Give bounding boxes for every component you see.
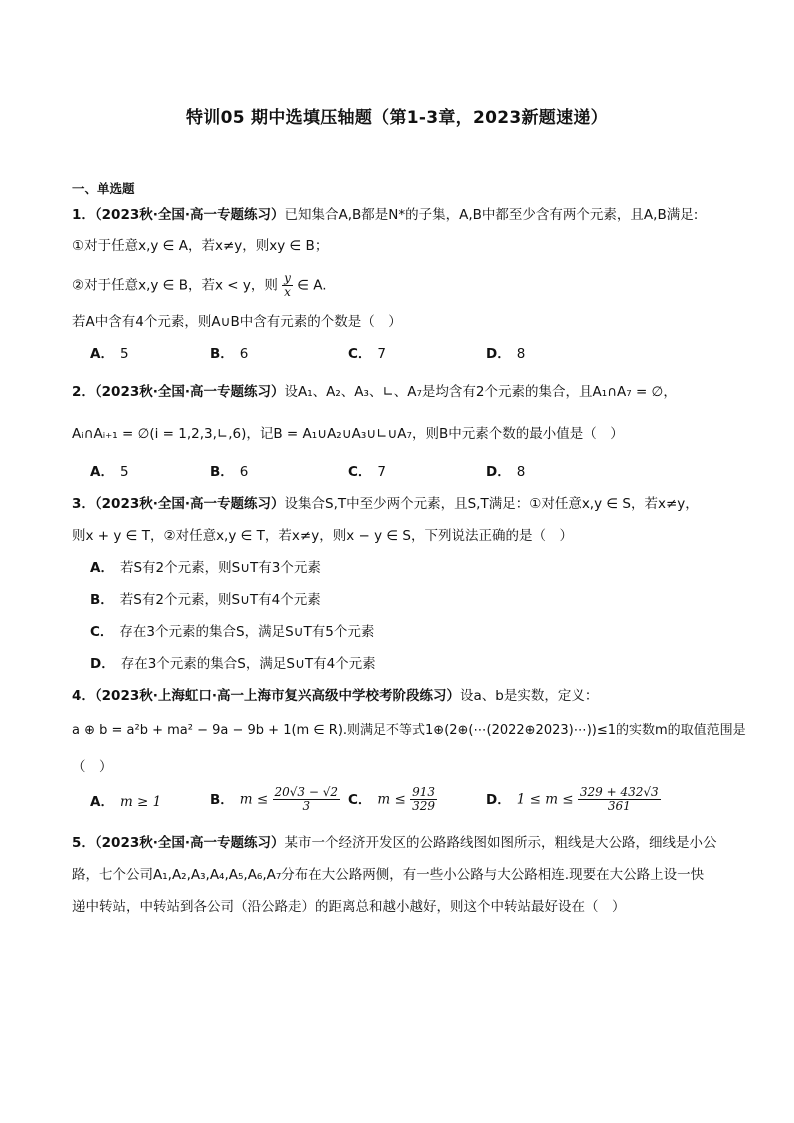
option-label: B．	[90, 592, 114, 608]
question-4-line-2: a ⊕ b = a²b + ma² − 9a − 9b + 1(m ∈ R).则满足不等式1⊕(2⊕(⋯(2022⊕2023)⋯))≤1的实数m的取值范围是	[72, 723, 746, 738]
question-3-option-c[interactable]	[90, 623, 374, 641]
question-5-line-2: 路，七个公司A₁,A₂,A₃,A₄,A₅,A₆,A₇分布在大公路两侧，有一些小公路与大公路相连.现要在大公路上设一快	[72, 867, 705, 883]
option-text: 5	[119, 346, 129, 362]
fraction-denominator: 329	[412, 799, 436, 813]
question-2-option-b[interactable]	[210, 463, 248, 481]
question-3-option-d[interactable]	[90, 655, 376, 673]
question-text: 设A₁、A₂、A₃、∟、A₇是均含有2个元素的集合，且A₁∩A₇ = ∅，	[284, 384, 677, 400]
question-1-option-b[interactable]	[210, 345, 248, 363]
fraction-denominator: 3	[302, 799, 311, 813]
question-source: （2023秋·全国·高一专题练习）	[94, 835, 285, 851]
option-text: m ≤	[377, 791, 406, 808]
question-4-option-a[interactable]	[90, 793, 161, 811]
question-5-line-1	[72, 834, 717, 852]
question-source: （2023秋·上海虹口·高一上海市复兴高级中学校考阶段练习）	[94, 688, 460, 704]
question-1-stem	[72, 206, 698, 224]
option-label: A．	[90, 794, 114, 810]
page-title: 特训05 期中选填压轴题（第1-3章，2023新题速递）	[185, 108, 608, 128]
question-1-option-a[interactable]	[90, 345, 129, 363]
option-text: m ≥ 1	[119, 794, 162, 810]
option-text: 7	[377, 464, 387, 480]
question-source: （2023秋·全国·高一专题练习）	[94, 496, 285, 512]
fraction	[410, 786, 437, 813]
option-text: 若S有2个元素，则S∪T有4个元素	[119, 592, 321, 608]
question-2-option-c[interactable]	[348, 463, 386, 481]
option-label: C．	[348, 464, 372, 480]
fraction-denominator: 361	[607, 799, 631, 813]
fraction-numerator: 913	[412, 785, 436, 799]
question-1-option-c[interactable]	[348, 345, 386, 363]
option-label: D．	[486, 346, 511, 362]
question-number: 2．	[72, 384, 95, 400]
fraction	[282, 272, 293, 299]
option-text: 存在3个元素的集合S，满足S∪T有4个元素	[120, 656, 376, 672]
fraction-numerator: y	[284, 271, 291, 285]
option-text: 8	[516, 464, 526, 480]
question-number: 1．	[72, 207, 95, 223]
option-label: B．	[210, 464, 234, 480]
question-3-option-a[interactable]	[90, 559, 321, 577]
option-label: D．	[90, 656, 115, 672]
question-1-condition-1: ①对于任意x,y ∈ A，若x≠y，则xy ∈ B；	[72, 238, 329, 254]
option-text: 5	[119, 464, 129, 480]
question-2-line-1	[72, 383, 677, 401]
option-text: 8	[516, 346, 526, 362]
question-2-option-a[interactable]	[90, 463, 129, 481]
question-4-line-3: （ ）	[72, 759, 113, 775]
question-2-line-2: Aᵢ∩Aᵢ₊₁ = ∅(i = 1,2,3,∟,6)，记B = A₁∪A₂∪A₃∪∟∪A₇，则B中元素个数的最小值是（ ）	[72, 426, 624, 442]
question-3-option-b[interactable]	[90, 591, 321, 609]
option-label: C．	[90, 624, 114, 640]
question-4-option-b[interactable]	[210, 786, 340, 813]
option-text: m ≤	[239, 791, 269, 808]
option-text: 7	[377, 346, 387, 362]
fraction-denominator: x	[284, 285, 291, 299]
fraction-numerator: 20√3 − √2	[274, 785, 339, 799]
option-label: B．	[210, 346, 234, 362]
section-heading: 一、单选题	[72, 181, 135, 196]
question-4-option-d[interactable]	[486, 786, 661, 813]
question-text: 某市一个经济开发区的公路路线图如图所示，粗线是大公路，细线是小公	[284, 835, 717, 851]
option-text: 1 ≤ m ≤	[516, 791, 574, 808]
option-label: A．	[90, 464, 114, 480]
option-label: B．	[210, 791, 234, 808]
question-1-condition-2	[72, 272, 327, 299]
question-4-option-c[interactable]	[348, 786, 437, 813]
question-1-option-d[interactable]	[486, 345, 525, 363]
question-2-option-d[interactable]	[486, 463, 525, 481]
question-text: 已知集合A,B都是N*的子集，A,B中都至少含有两个元素，且A,B满足:	[284, 207, 699, 223]
question-5-line-3: 递中转站，中转站到各公司（沿公路走）的距离总和越小越好，则这个中转站最好设在（ ）	[72, 899, 626, 915]
option-label: A．	[90, 560, 114, 576]
option-text: 6	[239, 464, 249, 480]
option-text: 6	[239, 346, 249, 362]
option-label: D．	[486, 464, 511, 480]
question-text: 设a、b是实数，定义：	[460, 688, 599, 704]
condition-text: ②对于任意x,y ∈ B，若x < y，则	[72, 277, 278, 294]
option-label: D．	[486, 791, 511, 808]
question-3-line-1	[72, 495, 699, 513]
option-text: 若S有2个元素，则S∪T有3个元素	[119, 560, 321, 576]
question-number: 5．	[72, 835, 95, 851]
option-label: C．	[348, 791, 372, 808]
question-number: 3．	[72, 496, 95, 512]
fraction	[273, 786, 341, 813]
question-number: 4．	[72, 688, 95, 704]
question-source: （2023秋·全国·高一专题练习）	[94, 384, 285, 400]
question-3-line-2: 则x + y ∈ T，②对任意x,y ∈ T，若x≠y，则x − y ∈ S，下列说法正确的是（ ）	[72, 528, 573, 544]
condition-text: ∈ A.	[297, 277, 327, 294]
option-label: C．	[348, 346, 372, 362]
option-text: 存在3个元素的集合S，满足S∪T有5个元素	[119, 624, 375, 640]
option-label: A．	[90, 346, 114, 362]
fraction	[578, 786, 661, 813]
question-text: 设集合S,T中至少两个元素，且S,T满足：①对任意x,y ∈ S，若x≠y，	[284, 496, 699, 512]
question-source: （2023秋·全国·高一专题练习）	[94, 207, 285, 223]
fraction-numerator: 329 + 432√3	[579, 785, 659, 799]
question-1-ask: 若A中含有4个元素，则A∪B中含有元素的个数是（ ）	[72, 314, 402, 330]
question-4-line-1	[72, 687, 598, 705]
